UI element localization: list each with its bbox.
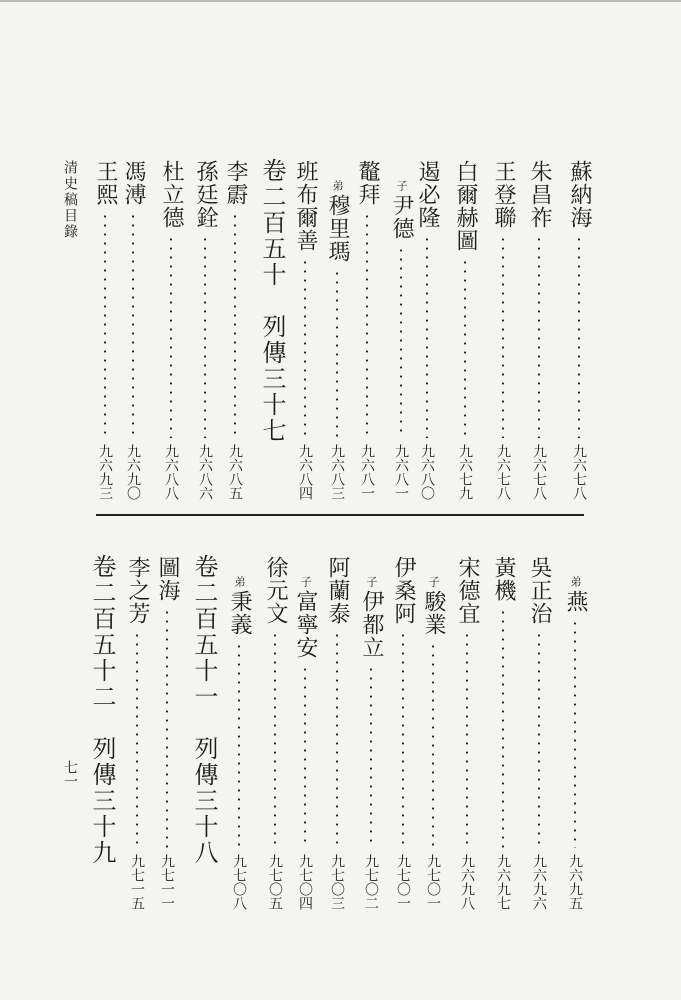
entry-name: 尹德 <box>389 194 414 240</box>
dot-leader <box>274 631 276 848</box>
page-number: 九六九六 <box>531 854 547 910</box>
dot-leader <box>574 619 576 848</box>
toc-entry <box>562 576 588 910</box>
relation-prefix: 弟 <box>331 180 344 191</box>
dot-leader <box>304 665 306 848</box>
entry-name: 遏必隆 <box>415 160 440 229</box>
dot-leader <box>538 235 540 438</box>
toc-entry <box>226 576 252 910</box>
toc-entry <box>192 160 218 500</box>
page-number: 九七〇五 <box>267 854 283 910</box>
entry-name: 孫廷銓 <box>193 160 218 229</box>
dot-leader <box>170 235 172 438</box>
entry-name: 阿蘭泰 <box>325 556 350 625</box>
juan-heading: 卷二百五十一 列傳三十八 <box>190 554 218 866</box>
dot-leader <box>204 235 206 438</box>
entry-name: 秉義 <box>227 590 252 636</box>
toc-entry <box>154 556 180 910</box>
page-number: 九七一五 <box>129 854 145 910</box>
page-top-edge <box>0 0 681 2</box>
toc-entry <box>566 160 592 500</box>
entry-name: 杜立德 <box>159 160 184 229</box>
page-number: 九六九三 <box>97 444 113 500</box>
toc-entry <box>414 160 440 500</box>
dot-leader <box>432 642 434 848</box>
dot-leader <box>234 212 236 438</box>
page-number: 九六八一 <box>359 444 375 500</box>
entry-name: 燕 <box>563 590 588 613</box>
toc-entry <box>292 576 318 910</box>
page-number: 九六九五 <box>567 854 583 910</box>
page-number: 九六八一 <box>393 444 409 500</box>
entry-name: 王登聯 <box>491 160 516 229</box>
page-number: 九六八〇 <box>419 444 435 500</box>
page-number: 九六七九 <box>457 444 473 500</box>
dot-leader <box>136 631 138 848</box>
page-number: 九六九〇 <box>125 444 141 500</box>
toc-entry <box>390 556 416 910</box>
toc-entry <box>158 160 184 500</box>
page-number: 九六八五 <box>227 444 243 500</box>
page-number: 九六七八 <box>495 444 511 500</box>
page-number: 九七一一 <box>159 854 175 910</box>
dot-leader <box>336 631 338 848</box>
page-number: 九六八六 <box>197 444 213 500</box>
dot-leader <box>132 212 134 438</box>
entry-name: 王熙 <box>93 160 118 206</box>
page-number: 九七〇二 <box>363 854 379 910</box>
page-number: 九七〇一 <box>395 854 411 910</box>
folio-number: 七一 <box>62 760 78 788</box>
toc-entry <box>324 180 350 500</box>
entry-name: 蘇納海 <box>567 160 592 229</box>
page-number: 九七〇八 <box>231 854 247 910</box>
toc-entry <box>388 180 414 500</box>
dot-leader <box>166 608 168 848</box>
entry-name: 朱昌祚 <box>527 160 552 229</box>
entry-name: 吳正治 <box>527 556 552 625</box>
relation-prefix: 子 <box>365 576 378 587</box>
entry-name: 駿業 <box>421 590 446 636</box>
dot-leader <box>426 235 428 438</box>
dot-leader <box>370 665 372 848</box>
page-number: 九六八四 <box>297 444 313 500</box>
toc-entry <box>526 556 552 910</box>
page-number: 九六八三 <box>329 444 345 500</box>
entry-name: 黃機 <box>491 556 516 602</box>
page-number: 九六七八 <box>571 444 587 500</box>
dot-leader <box>366 212 368 438</box>
entry-name: 李霨 <box>223 160 248 206</box>
entry-name: 班布爾善 <box>293 160 318 252</box>
toc-entry <box>120 160 146 500</box>
entry-name: 宋德宜 <box>455 556 480 625</box>
relation-prefix: 弟 <box>569 576 582 587</box>
page-number: 九六八八 <box>163 444 179 500</box>
entry-name: 鼇拜 <box>355 160 380 206</box>
entry-name: 馮溥 <box>121 160 146 206</box>
entry-name: 伊都立 <box>359 590 384 659</box>
relation-prefix: 弟 <box>233 576 246 587</box>
toc-entry <box>420 576 446 910</box>
page-number: 九六七八 <box>531 444 547 500</box>
entry-name: 徐元文 <box>263 556 288 625</box>
toc-entry <box>222 160 248 500</box>
relation-prefix: 子 <box>299 576 312 587</box>
toc-entry <box>354 160 380 500</box>
toc-entry <box>92 160 118 500</box>
toc-entry <box>324 556 350 910</box>
page-number: 九六九七 <box>495 854 511 910</box>
toc-entry <box>452 160 478 500</box>
entry-name: 穆里瑪 <box>325 194 350 263</box>
entry-name: 富寧安 <box>293 590 318 659</box>
entry-name: 伊桑阿 <box>391 556 416 625</box>
toc-entry <box>526 160 552 500</box>
juan-heading: 卷二百五十二 列傳三十九 <box>88 554 116 866</box>
dot-leader <box>538 631 540 848</box>
dot-leader <box>578 235 580 438</box>
dot-leader <box>402 631 404 848</box>
page-number: 九七〇四 <box>297 854 313 910</box>
entry-name: 李之芳 <box>125 556 150 625</box>
toc-entry <box>124 556 150 910</box>
toc-entry <box>490 556 516 910</box>
toc-entry <box>292 160 318 500</box>
dot-leader <box>466 631 468 848</box>
page-number: 九七〇一 <box>425 854 441 910</box>
entry-name: 圖海 <box>155 556 180 602</box>
dot-leader <box>104 212 106 438</box>
dot-leader <box>502 235 504 438</box>
page-number: 九七〇三 <box>329 854 345 910</box>
dot-leader <box>400 246 402 438</box>
dot-leader <box>238 642 240 848</box>
juan-heading: 卷二百五十 列傳三十七 <box>258 158 286 444</box>
running-title: 清史稿目錄 <box>62 160 78 240</box>
dot-leader <box>304 258 306 438</box>
dot-leader <box>464 258 466 438</box>
section-divider <box>96 514 584 516</box>
page-number: 九六九八 <box>459 854 475 910</box>
relation-prefix: 子 <box>395 180 408 191</box>
dot-leader <box>502 608 504 848</box>
entry-name: 白爾赫圖 <box>453 160 478 252</box>
relation-prefix: 子 <box>427 576 440 587</box>
toc-entry <box>454 556 480 910</box>
toc-entry <box>262 556 288 910</box>
toc-entry <box>490 160 516 500</box>
dot-leader <box>336 269 338 438</box>
toc-entry <box>358 576 384 910</box>
